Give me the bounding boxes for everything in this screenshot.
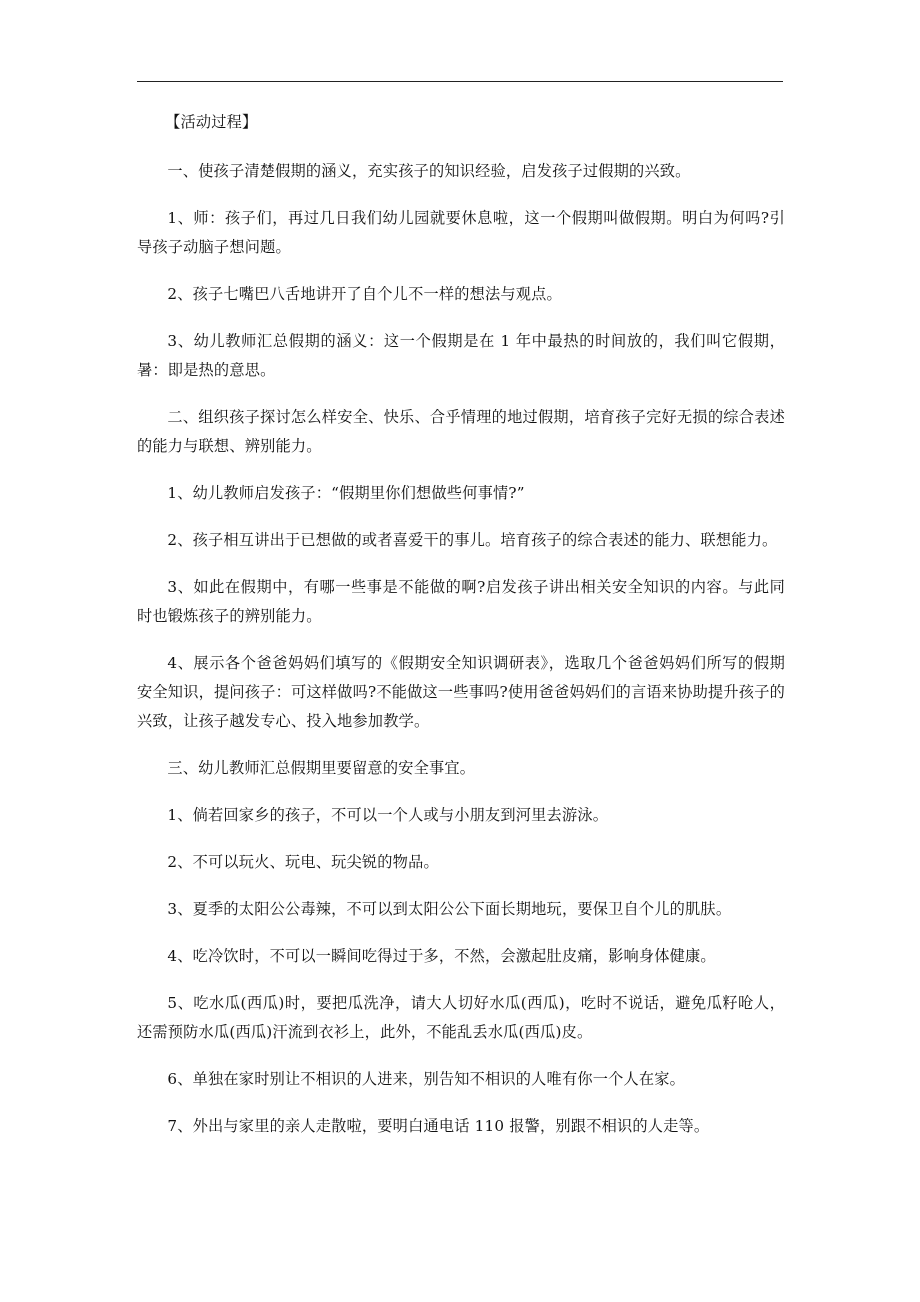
paragraph: 6、单独在家时别让不相识的人进来，别告知不相识的人唯有你一个人在家。 xyxy=(167,1070,686,1088)
paragraph: 三、幼儿教师汇总假期里要留意的安全事宜。 xyxy=(167,759,476,777)
paragraph: 2、孩子七嘴巴八舌地讲开了自个儿不一样的想法与观点。 xyxy=(167,285,562,303)
paragraph: 1、师：孩子们，再过几日我们幼儿园就要休息啦，这一个假期叫做假期。明白为何吗?引导孩子动脑子想问题。 xyxy=(137,209,785,256)
paragraph: 7、外出与家里的亲人走散啦，要明白通电话 110 报警，别跟不相识的人走等。 xyxy=(167,1117,710,1135)
paragraph: 4、展示各个爸爸妈妈们填写的《假期安全知识调研表》，选取几个爸爸妈妈们所写的假期安全知识，提问孩子：可这样做吗?不能做这一些事吗?使用爸爸妈妈们的言语来协助提升孩子的兴致，让孩子越发专心、投入地参加教学。 xyxy=(137,654,785,730)
paragraph: 1、倘若回家乡的孩子，不可以一个人或与小朋友到河里去游泳。 xyxy=(167,806,609,824)
section-heading: 【活动过程】 xyxy=(165,113,258,131)
paragraph: 二、组织孩子探讨怎么样安全、快乐、合乎情理的地过假期，培育孩子完好无损的综合表述的能力与联想、辨别能力。 xyxy=(137,408,785,455)
paragraph: 5、吃水瓜(西瓜)时，要把瓜洗净，请大人切好水瓜(西瓜)，吃时不说话，避免瓜籽呛人，还需预防水瓜(西瓜)汗流到衣衫上，此外，不能乱丢水瓜(西瓜)皮。 xyxy=(137,994,785,1041)
paragraph: 2、孩子相互讲出于已想做的或者喜爱干的事儿。培育孩子的综合表述的能力、联想能力。 xyxy=(167,531,778,549)
paragraph: 3、夏季的太阳公公毒辣，不可以到太阳公公下面长期地玩，要保卫自个儿的肌肤。 xyxy=(167,900,732,918)
paragraph: 3、如此在假期中，有哪一些事是不能做的啊?启发孩子讲出相关安全知识的内容。与此同时也锻炼孩子的辨别能力。 xyxy=(137,578,785,625)
paragraph: 3、幼儿教师汇总假期的涵义：这一个假期是在 1 年中最热的时间放的，我们叫它假期，暑：即是热的意思。 xyxy=(137,332,785,379)
paragraph: 4、吃冷饮时，不可以一瞬间吃得过于多，不然，会激起肚皮痛，影响身体健康。 xyxy=(167,947,716,965)
paragraph: 1、幼儿教师启发孩子：“假期里你们想做些何事情?” xyxy=(167,484,525,502)
header-rule xyxy=(137,81,783,82)
document-body xyxy=(137,108,785,1159)
paragraph: 2、不可以玩火、玩电、玩尖锐的物品。 xyxy=(167,853,439,871)
paragraph: 一、使孩子清楚假期的涵义，充实孩子的知识经验，启发孩子过假期的兴致。 xyxy=(167,162,691,180)
